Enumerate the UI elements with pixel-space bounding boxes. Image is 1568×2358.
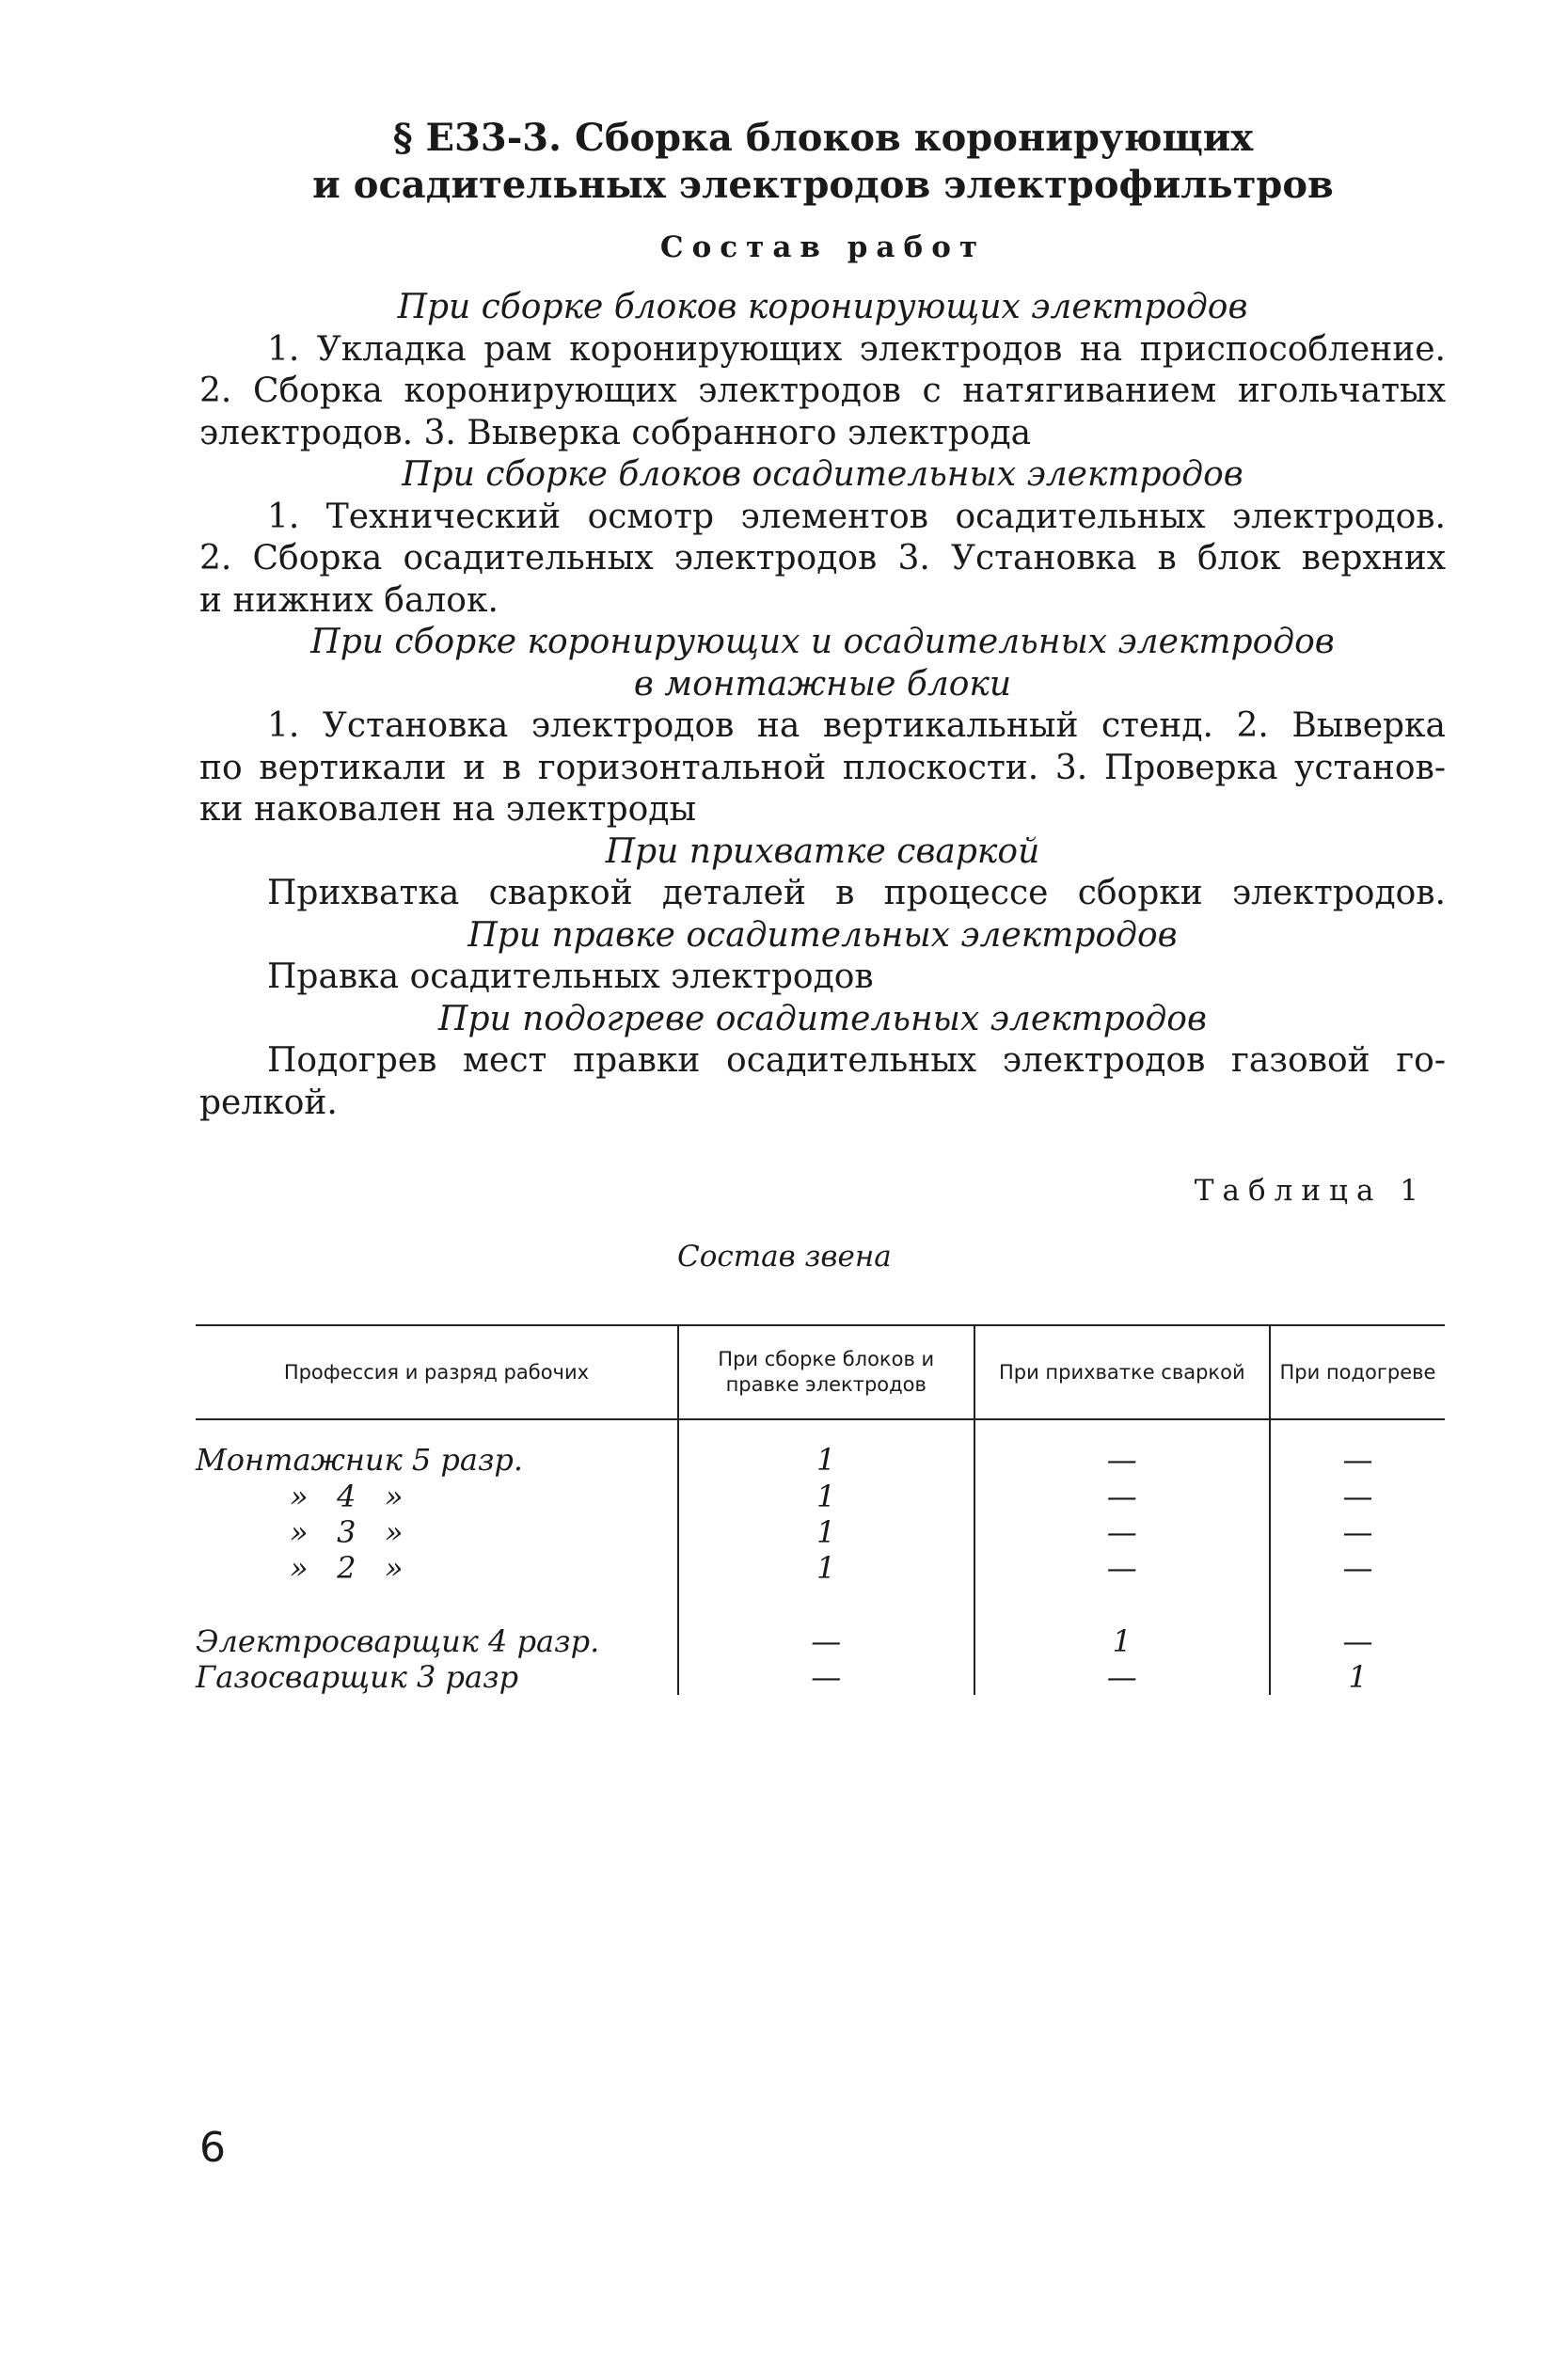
section-title bbox=[188, 115, 1458, 209]
work-line: 1. Технический осмотр элементов осадительных электродов. bbox=[267, 497, 1446, 536]
cell-heat: — bbox=[1270, 1419, 1445, 1479]
cell-assembly: — bbox=[678, 1659, 974, 1695]
spacer-cell bbox=[678, 1586, 974, 1623]
work-line: Прихватка сваркой деталей в процессе сборки электродов. bbox=[267, 874, 1446, 912]
subheading-corona-blocks: При сборке блоков коронирующих электродов bbox=[397, 288, 1248, 326]
works-list bbox=[199, 287, 1446, 1124]
header-tack-welding: При прихватке сваркой bbox=[974, 1325, 1270, 1419]
table-header-row bbox=[196, 1325, 1445, 1419]
cell-profession: Монтажник 5 разр. bbox=[196, 1442, 524, 1478]
work-line: 2. Сборка коронирующих электродов с натягиванием игольчатых bbox=[199, 372, 1446, 410]
cell-tack: — bbox=[974, 1550, 1270, 1586]
cell-assembly: 1 bbox=[678, 1479, 974, 1514]
ditto-profession: » 3 » bbox=[290, 1514, 404, 1550]
cell-heat: — bbox=[1270, 1514, 1445, 1550]
spacer-cell bbox=[974, 1586, 1270, 1623]
cell-assembly: 1 bbox=[678, 1419, 974, 1479]
subheading-mounting-blocks: При сборке коронирующих и осадительных электродов bbox=[310, 623, 1335, 661]
table-row bbox=[196, 1419, 1445, 1479]
cell-tack: 1 bbox=[974, 1623, 1270, 1659]
table-label: Таблица 1 bbox=[1194, 1174, 1427, 1208]
cell-assembly: 1 bbox=[678, 1514, 974, 1550]
crew-table bbox=[196, 1324, 1445, 1695]
work-line: и нижних балок. bbox=[199, 580, 499, 620]
subheading-tack-welding: При прихватке сваркой bbox=[605, 831, 1040, 871]
table-row bbox=[196, 1514, 1445, 1550]
cell-assembly: 1 bbox=[678, 1550, 974, 1586]
work-line: 2. Сборка осадительных электродов 3. Установка в блок верхних bbox=[199, 539, 1446, 578]
table-row bbox=[196, 1623, 1445, 1659]
section-title-line-1: § Е33-3. Сборка блоков коронирующих bbox=[392, 116, 1254, 160]
table-row bbox=[196, 1550, 1445, 1586]
cell-heat: — bbox=[1270, 1479, 1445, 1514]
cell-profession bbox=[196, 1479, 678, 1514]
cell-assembly: — bbox=[678, 1623, 974, 1659]
work-line: релкой. bbox=[199, 1083, 338, 1122]
work-line: ки наковален на электроды bbox=[199, 790, 697, 829]
cell-heat: — bbox=[1270, 1623, 1445, 1659]
ditto-profession: » 2 » bbox=[290, 1550, 404, 1586]
work-line: Подогрев мест правки осадительных электродов газовой го- bbox=[267, 1041, 1446, 1080]
work-line: по вертикали и в горизонтальной плоскости. 3. Проверка установ- bbox=[199, 748, 1446, 787]
table-caption: Состав звена bbox=[677, 1240, 892, 1274]
subheading-heating: При подогреве осадительных электродов bbox=[438, 999, 1207, 1038]
cell-profession bbox=[196, 1514, 678, 1550]
cell-profession: Газосварщик 3 разр bbox=[196, 1659, 519, 1695]
composition-heading: Состав работ bbox=[659, 230, 987, 264]
work-line: Правка осадительных электродов bbox=[267, 957, 874, 996]
cell-tack: — bbox=[974, 1514, 1270, 1550]
cell-tack: — bbox=[974, 1419, 1270, 1479]
work-line: 1. Установка электродов на вертикальный стенд. 2. Выверка bbox=[267, 706, 1446, 745]
spacer-cell bbox=[196, 1586, 678, 1623]
work-line: 1. Укладка рам коронирующих электродов на приспособление. bbox=[267, 329, 1446, 369]
work-line: электродов. 3. Выверка собранного электрода bbox=[199, 413, 1032, 452]
subheading-mounting-blocks-cont: в монтажные блоки bbox=[633, 664, 1012, 704]
ditto-profession: » 4 » bbox=[290, 1479, 404, 1514]
subheading-collecting-blocks: При сборке блоков осадительных электродов bbox=[402, 455, 1243, 494]
section-title-line-2: и осадительных электродов электрофильтров bbox=[312, 163, 1334, 207]
header-assembly: При сборке блоков и правке электродов bbox=[678, 1325, 974, 1419]
table-spacer-row bbox=[196, 1586, 1445, 1623]
cell-heat: — bbox=[1270, 1550, 1445, 1586]
spacer-cell bbox=[1270, 1586, 1445, 1623]
header-profession: Профессия и разряд рабочих bbox=[196, 1325, 678, 1419]
table-row bbox=[196, 1659, 1445, 1695]
cell-profession bbox=[196, 1550, 678, 1586]
cell-heat: 1 bbox=[1270, 1659, 1445, 1695]
cell-profession: Электросварщик 4 разр. bbox=[196, 1623, 600, 1659]
table-row bbox=[196, 1479, 1445, 1514]
page-number: 6 bbox=[199, 2124, 226, 2172]
cell-tack: — bbox=[974, 1479, 1270, 1514]
cell-tack: — bbox=[974, 1659, 1270, 1695]
subheading-straightening: При правке осадительных электродов bbox=[467, 915, 1178, 955]
header-heating: При подогреве bbox=[1270, 1325, 1445, 1419]
